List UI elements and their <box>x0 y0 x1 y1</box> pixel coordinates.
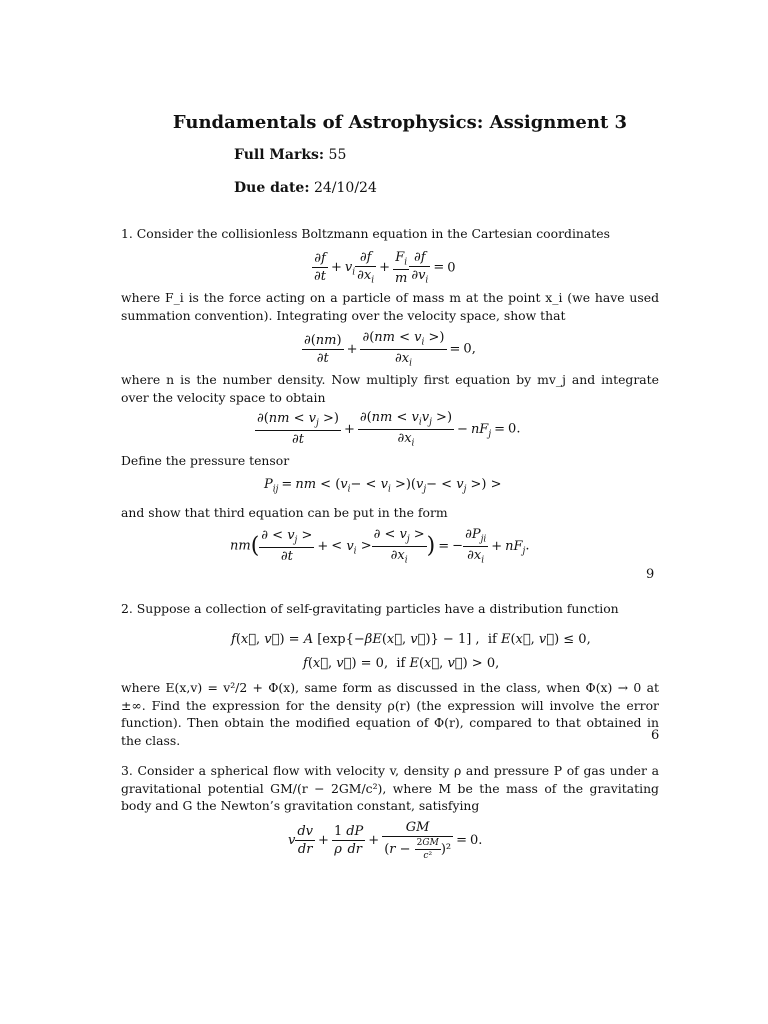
due-date-value: 24/10/24 <box>313 180 377 196</box>
q3-intro: 3. Consider a spherical flow with velocity v, density ρ and pressure P of gas under a gravitational potential GM/(r − 2GM/c²), where M be the mass of the gravitating body and G the Newton’s gravitation constant, satisfying <box>121 763 659 813</box>
equation-pressure-tensor: $P_{ij}$ = nm < $(v_i- < v_i >)(v_j- < v_j$ >) > <box>264 477 502 495</box>
equation-boltzmann: $\frac{\partial f}{\partial t}$ + $v_i$ $\frac{\partial f}{\partial x_i}$ + $\frac{F_i}{m}$ $\frac{\partial f}{\partial v_i}$ = 0 <box>314 250 456 286</box>
page-title: Fundamentals of Astrophysics: Assignment 3 <box>172 112 628 133</box>
q1-text-a: where F_i is the force acting on a particle of mass m at the point x_i (we have used summation convention). Integrating over the velocity space, show that <box>121 290 659 323</box>
q2-marks: 6 <box>651 728 660 743</box>
equation-momentum: $\frac{\partial(nm < v_j >)}{\partial t}$ + $\frac{\partial(nm < v_iv_j >)}{\partial x_i}$ − $nF_j = 0$. <box>257 410 521 449</box>
equation-distribution-2: f(x⃗, v⃗) = 0, if E(x⃗, v⃗) > 0, <box>303 656 500 671</box>
q1-text-c: Define the pressure tensor <box>121 453 290 468</box>
equation-euler: nm( $\frac{\partial < v_j >}{\partial t}$ + < $v_i$ > $\frac{\partial < v_j >}{\partial x_i}$ ) = − $\frac{\partial P_{ji}}{\partial x_i}$ + $nF_j$. <box>230 527 530 566</box>
equation-continuity: $\frac{\partial(nm)}{\partial t}$ + $\frac{\partial(nm < v_i >)}{\partial x_i}$ = 0, <box>304 330 476 369</box>
full-marks-label: Full Marks: <box>234 147 325 163</box>
q1-text-b: where n is the number density. Now multiply first equation by mv_j and integrate over the velocity space to obtain <box>121 372 659 405</box>
q1-text-d: and show that third equation can be put in the form <box>121 505 448 520</box>
full-marks <box>234 147 346 163</box>
q2-intro: 2. Suppose a collection of self-gravitating particles have a distribution function <box>121 601 619 616</box>
due-date-label: Due date: <box>234 180 310 196</box>
full-marks-value: 55 <box>328 147 347 163</box>
equation-spherical-flow: v $\frac{dv}{dr}$ + $\frac{1}{\rho}$ $\frac{dP}{dr}$ + GM (r − $\frac{2GM}{\text{c²}}$ )² = 0. <box>288 820 483 861</box>
q1-marks: 9 <box>646 567 655 582</box>
q1-intro: 1. Consider the collisionless Boltzmann equation in the Cartesian coordinates <box>121 226 610 241</box>
equation-distribution-1: f(x⃗, v⃗) = A [exp{−βE(x⃗, v⃗)} − 1] , if E(x⃗, v⃗) ≤ 0, <box>231 632 591 647</box>
q2-text-a: where E(x,v) = v²/2 + Φ(x), same form as discussed in the class, when Φ(x) → 0 at ±∞. Find the expression for the density ρ(r) (the expression will involve the error function). Then obtain the modified equation of Φ(r), compared to that obtained in the class. <box>121 680 659 748</box>
due-date <box>234 180 377 196</box>
